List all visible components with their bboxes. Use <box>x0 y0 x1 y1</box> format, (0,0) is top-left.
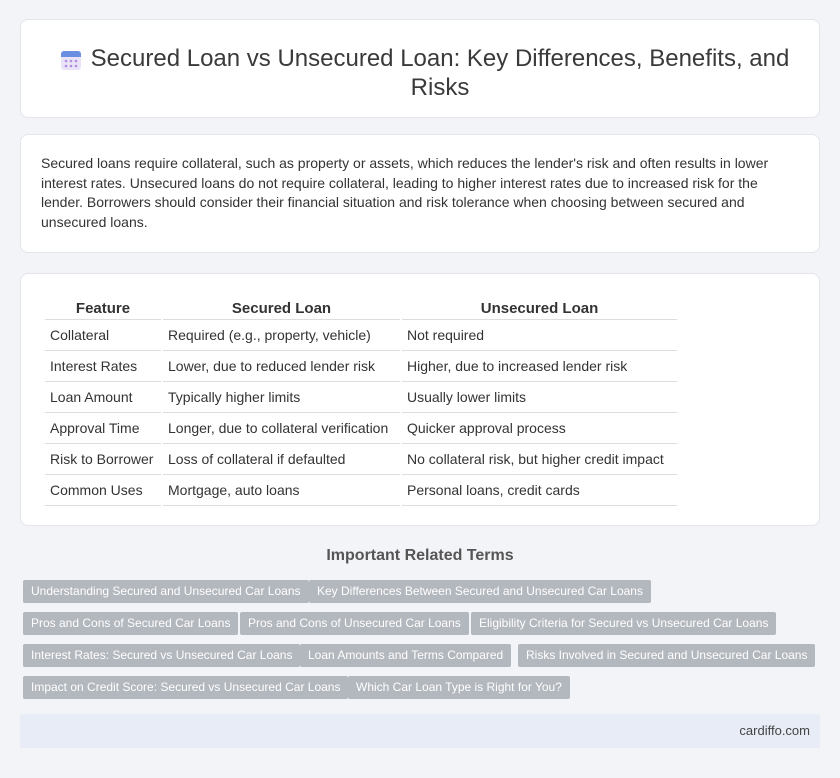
table-cell: Typically higher limits <box>163 382 400 413</box>
table-cell: Interest Rates <box>45 351 161 382</box>
intro-paragraph: Secured loans require collateral, such as property or assets, which reduces the lender's risk and often results in lower interest rates. Unsecured loans do not require collateral, leading to higher interest rates due to increased risk for the lender. Borrowers should consider their financial situation and risk tolerance when choosing between secured and unsecured loans. <box>41 155 769 230</box>
related-terms-heading: Important Related Terms <box>326 547 514 564</box>
table-cell: Loan Amount <box>45 382 161 413</box>
related-term-tag[interactable]: Which Car Loan Type is Right for You? <box>348 676 570 699</box>
comparison-card <box>20 273 820 526</box>
table-row <box>45 444 677 475</box>
intro-card <box>20 134 820 253</box>
table-cell: Risk to Borrower <box>45 444 161 475</box>
header-unsecured-loan: Unsecured Loan <box>402 294 677 320</box>
table-cell: Usually lower limits <box>402 382 677 413</box>
header-secured-loan: Secured Loan <box>163 294 400 320</box>
table-cell: Loss of collateral if defaulted <box>163 444 400 475</box>
page-title: Secured Loan vs Unsecured Loan: Key Differences, Benefits, and Risks <box>90 45 790 101</box>
comparison-table <box>43 294 679 506</box>
table-cell: Common Uses <box>45 475 161 506</box>
related-term-tag[interactable]: Pros and Cons of Secured Car Loans <box>23 612 238 635</box>
table-cell: Higher, due to increased lender risk <box>402 351 677 382</box>
table-cell: Collateral <box>45 320 161 351</box>
table-header-row <box>45 294 677 320</box>
table-cell: Mortgage, auto loans <box>163 475 400 506</box>
related-term-tag[interactable]: Eligibility Criteria for Secured vs Unsecured Car Loans <box>471 612 776 635</box>
title-card <box>20 19 820 118</box>
related-term-tag[interactable]: Understanding Secured and Unsecured Car Loans <box>23 580 309 603</box>
related-term-tag[interactable]: Key Differences Between Secured and Unsecured Car Loans <box>309 580 651 603</box>
table-cell: Lower, due to reduced lender risk <box>163 351 400 382</box>
table-row <box>45 320 677 351</box>
table-cell: Required (e.g., property, vehicle) <box>163 320 400 351</box>
footer <box>20 714 820 748</box>
table-cell: Personal loans, credit cards <box>402 475 677 506</box>
related-term-tag[interactable]: Risks Involved in Secured and Unsecured Car Loans <box>518 644 815 667</box>
table-row <box>45 382 677 413</box>
table-row <box>45 351 677 382</box>
table-row <box>45 475 677 506</box>
table-cell: Approval Time <box>45 413 161 444</box>
related-term-tag[interactable]: Impact on Credit Score: Secured vs Unsecured Car Loans <box>23 676 348 699</box>
header-feature: Feature <box>45 294 161 320</box>
table-cell: Not required <box>402 320 677 351</box>
table-cell: Quicker approval process <box>402 413 677 444</box>
table-cell: No collateral risk, but higher credit impact <box>402 444 677 475</box>
related-term-tag[interactable]: Interest Rates: Secured vs Unsecured Car Loans <box>23 644 300 667</box>
table-cell: Longer, due to collateral verification <box>163 413 400 444</box>
footer-site-name: cardiffo.com <box>739 723 810 738</box>
related-term-tag[interactable]: Loan Amounts and Terms Compared <box>300 644 511 667</box>
table-row <box>45 413 677 444</box>
related-term-tag[interactable]: Pros and Cons of Unsecured Car Loans <box>240 612 469 635</box>
